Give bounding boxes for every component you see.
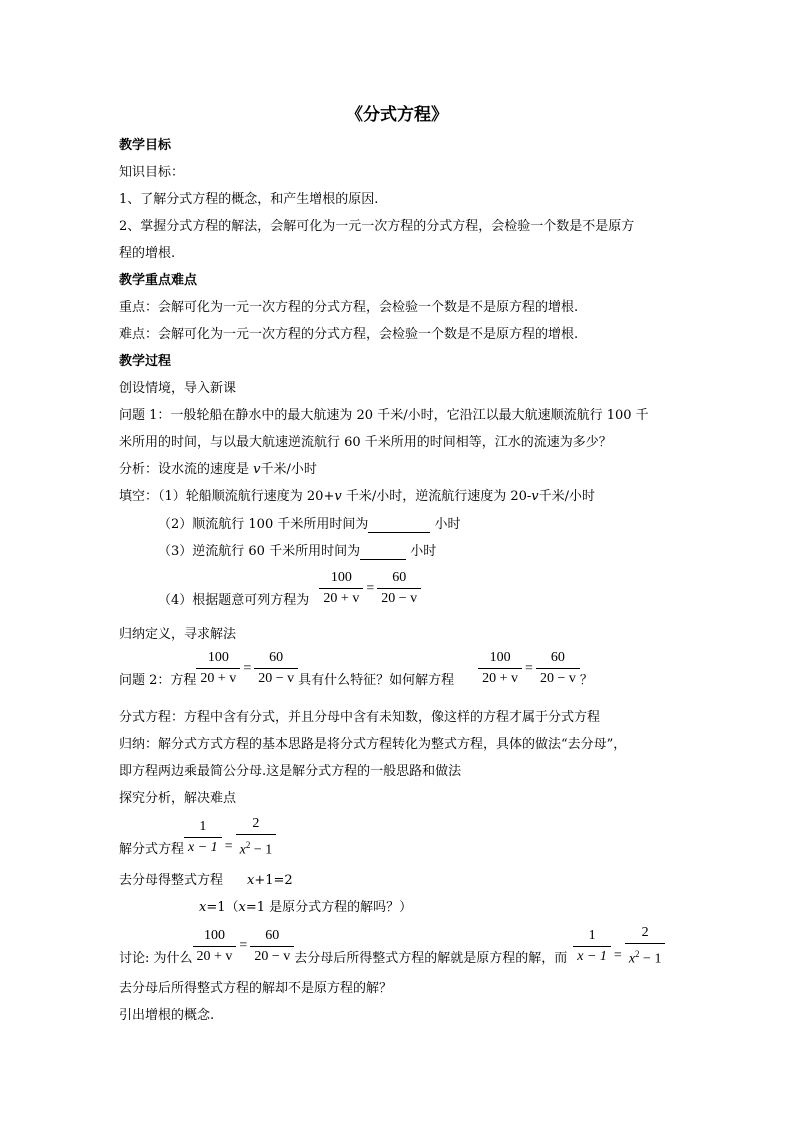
var-x: x	[247, 873, 255, 888]
solve-text: 解分式方程	[119, 841, 185, 857]
knowledge-label: 知识目标：	[119, 165, 185, 180]
answer-blank	[360, 544, 406, 560]
question-2-text: 问题 2：方程	[119, 673, 197, 688]
fraction: $\frac{60}{20 - v}$	[254, 648, 298, 689]
var-v: v	[334, 489, 342, 504]
fill-2-text: （2）顺流航行 100 千米所用时间为	[158, 517, 369, 532]
question-mark: ？	[579, 673, 593, 688]
discussion-line2: 去分母后所得整式方程的解却不是原方程的解？	[119, 981, 393, 996]
question-2: 问题 2：方程 $\frac{100}{20 + v}$ = $\frac{60}{20 - v}$ 具有什么特征？如何解方程 $\frac{100}{20 + v}$ = $\frac{60}{20 - v}$ ？	[119, 650, 593, 688]
summary-heading: 归纳定义，寻求解法	[119, 627, 237, 642]
fill-3-unit: 小时	[406, 544, 437, 559]
fraction: $\frac{60}{20 - v}$	[536, 648, 580, 689]
definition: 分式方程：方程中含有分式，并且分母中含有未知数，像这样的方程才属于分式方程	[119, 710, 601, 725]
fill-3-text: （3）逆流航行 60 千米所用时间为	[158, 544, 361, 559]
intro-heading: 创设情境，导入新课	[119, 381, 237, 396]
difficult-point: 难点：会解可化为一元一次方程的分式方程，会检验一个数是不是原方程的增根.	[119, 327, 579, 342]
fill-1-text: 填空：（1）轮船顺流航行速度为 20+	[119, 489, 335, 504]
section-goal: 教学目标	[119, 138, 172, 153]
question-1-line1: 问题 1：一般轮船在静水中的最大航速为 20 千米/小时，它沿江以最大航速顺流航行 100 千	[119, 408, 649, 423]
goal-2-line1: 2、掌握分式方程的解法，会解可化为一元一次方程的分式方程，会检验一个数是不是原方	[119, 219, 635, 234]
fraction: $\frac{60}{20 - v}$	[250, 926, 294, 967]
fraction: $\frac{2}{x^2 - 1}$	[625, 923, 666, 970]
var-v: v	[253, 462, 261, 477]
remove-denominator-line	[119, 869, 293, 888]
page-title: 《分式方程》	[346, 105, 448, 125]
section-process: 教学过程	[119, 354, 172, 369]
discussion-line: 讨论: 为什么 $\frac{100}{20 + v}$ = $\frac{60}{20 - v}$ 去分母后所得整式方程的解就是原方程的解，而 $\frac{1}{x - 1}$ = $\frac{2}{x^2 - 1}$	[119, 923, 665, 970]
key-point: 重点：会解可化为一元一次方程的分式方程，会检验一个数是不是原方程的增根.	[119, 300, 579, 315]
remove-text: 去分母得整式方程	[119, 873, 224, 888]
induction-line2: 即方程两边乘最简公分母.这是解分式方程的一般思路和做法	[119, 764, 462, 779]
analysis-text: 分析：设水流的速度是	[119, 462, 254, 477]
equation-text: +1=2	[254, 873, 293, 888]
concept-line: 引出增根的概念.	[119, 1008, 215, 1023]
fraction: $\frac{60}{20 - v}$	[377, 568, 421, 609]
fill-line-3	[158, 540, 436, 560]
discussion-mid: 去分母后所得整式方程的解就是原方程的解，而	[294, 950, 568, 966]
goal-2-line2: 程的增根.	[119, 246, 176, 261]
var-v: v	[531, 489, 539, 504]
question-1-line2: 米所用的时间，与以最大航速逆流航行 60 千米所用的时间相等，江水的流速为多少？	[119, 435, 612, 450]
solve-line: 解分式方程 $\frac{1}{x - 1}$ = $\frac{2}{x^2 - 1}$	[119, 814, 276, 861]
fill-2-unit: 小时	[430, 517, 461, 532]
solution-line: x=1（x=1 是原分式方程的解吗？）	[199, 900, 413, 915]
fill-line-2	[158, 513, 461, 533]
fraction: $\frac{1}{x - 1}$	[184, 817, 222, 858]
fraction: $\frac{1}{x - 1}$	[573, 926, 611, 967]
explore-heading: 探究分析，解决难点	[119, 791, 237, 806]
fill-4-text: （4）根据题意可列方程为	[158, 593, 310, 608]
fraction: $\frac{2}{x^2 - 1}$	[236, 814, 277, 861]
fraction: $\frac{100}{20 + v}$	[196, 648, 240, 689]
analysis-unit: 千米/小时	[260, 462, 317, 477]
analysis-line	[119, 458, 317, 477]
fraction: $\frac{100}{20 + v}$	[478, 648, 522, 689]
goal-1: 1、了解分式方程的概念，和产生增根的原因.	[119, 192, 379, 207]
fill-line-1	[119, 485, 595, 504]
induction-line1: 归纳：解分式方式方程的基本思路是将分式方程转化为整式方程，具体的做法“去分母”，	[119, 737, 627, 752]
fill-1-unit: 千米/小时	[538, 489, 596, 504]
fill-line-4: （4）根据题意可列方程为 $\frac{100}{20 + v}$ = $\frac{60}{20 - v}$	[158, 568, 421, 609]
fraction: $\frac{100}{20 + v}$	[193, 926, 237, 967]
discussion-text: 讨论: 为什么	[119, 950, 193, 966]
fill-1-mid: 千米/小时，逆流航行速度为 20-	[341, 489, 532, 504]
section-key: 教学重点难点	[119, 273, 198, 288]
fraction: $\frac{100}{20 + v}$	[319, 568, 363, 609]
question-2-mid: 具有什么特征？如何解方程	[298, 673, 455, 688]
answer-blank	[368, 517, 430, 533]
